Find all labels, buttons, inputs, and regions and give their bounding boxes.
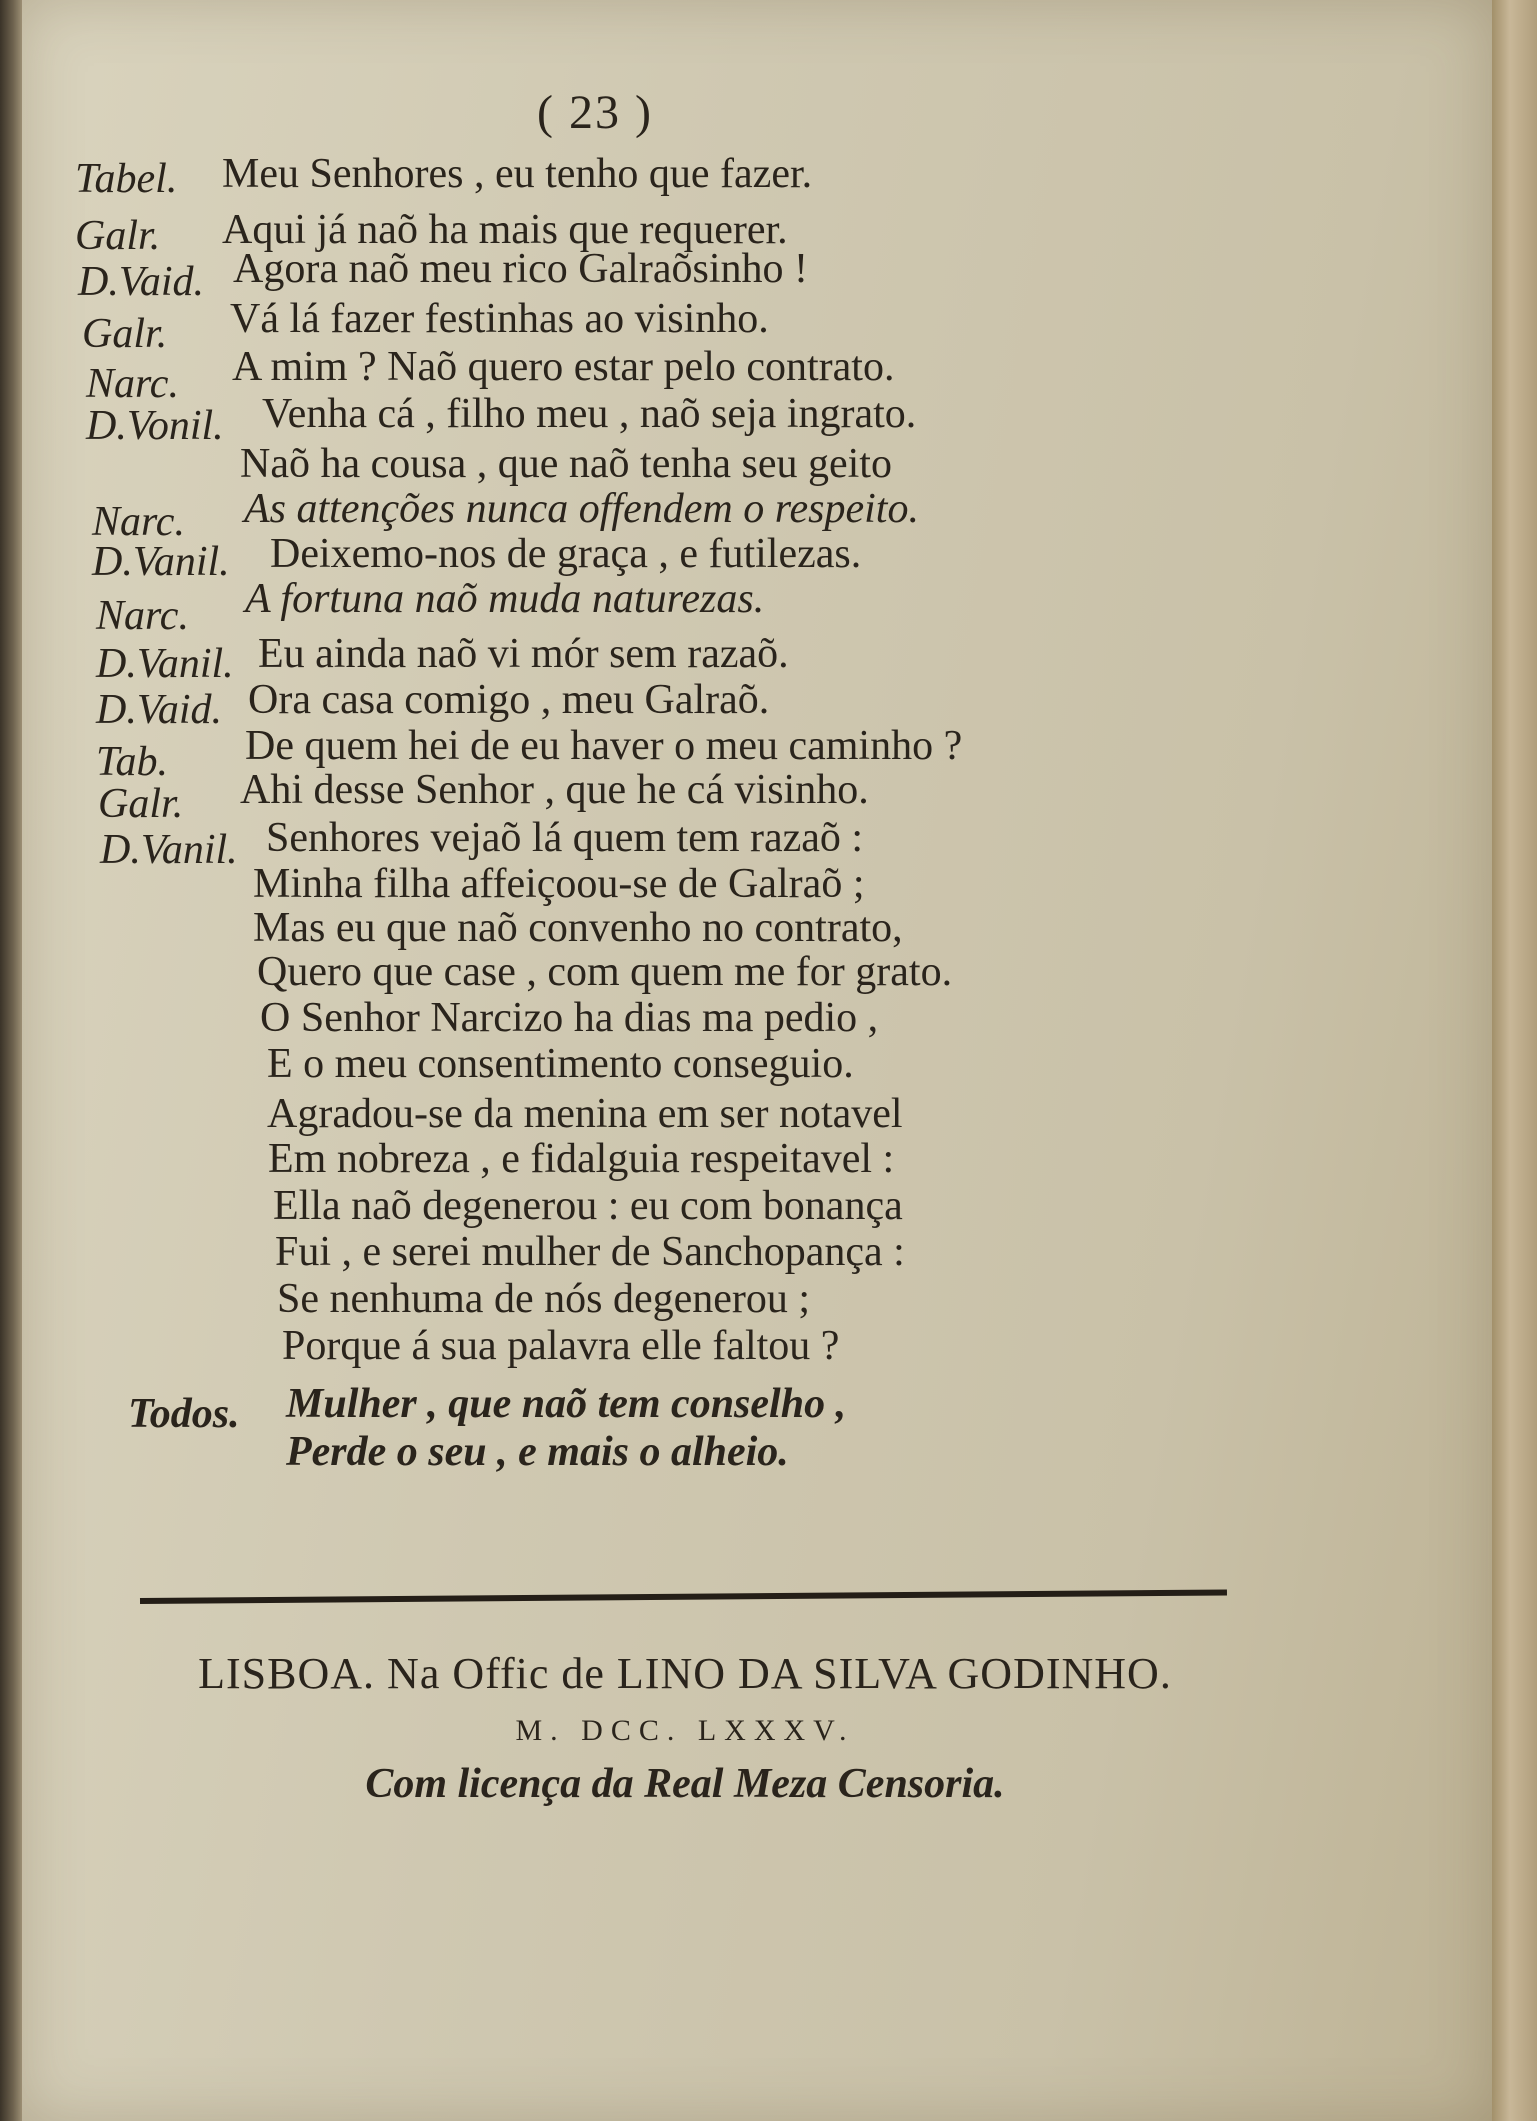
speaker-label: D.Vaid. [78,259,204,305]
imprint-license: Com licença da Real Meza Censoria. [365,1761,1005,1807]
speaker-label: Narc. [92,499,185,545]
speaker-label: Narc. [96,593,189,639]
page-edge [1492,0,1537,2121]
dialogue-line: Quero que case , com quem me for grato. [257,949,953,995]
dialogue-line: Mas eu que naõ convenho no contrato, [253,905,903,951]
dialogue-line: Fui , e serei mulher de Sanchopança : [275,1229,905,1275]
dialogue-line: A mim ? Naõ quero estar pelo contrato. [232,344,895,390]
dialogue-line: Mulher , que naõ tem conselho , [286,1381,847,1427]
dialogue-line: O Senhor Narcizo ha dias ma pedio , [260,995,879,1041]
speaker-label: D.Vonil. [86,403,224,449]
speaker-label: Narc. [86,361,179,407]
dialogue-line: Minha filha affeiçoou-se de Galraõ ; [253,861,865,907]
dialogue-line: Aqui já naõ ha mais que requerer. [222,207,788,253]
speaker-label: D.Vanil. [92,539,230,585]
dialogue-line: Ella naõ degenerou : eu com bonança [273,1183,903,1229]
imprint-printer: LISBOA. Na Offic de LINO DA SILVA GODINHO. [198,1649,1172,1698]
dialogue-line: Porque á sua palavra elle faltou ? [282,1323,840,1369]
dialogue-line: Senhores vejaõ lá quem tem razaõ : [266,815,864,861]
page-number: ( 23 ) [537,86,653,139]
speaker-label: Tabel. [75,156,178,202]
dialogue-line: Se nenhuma de nós degenerou ; [277,1276,811,1322]
speaker-label: Galr. [98,781,184,827]
speaker-label: Galr. [75,213,161,259]
dialogue-line: Meu Senhores , eu tenho que fazer. [222,151,813,197]
dialogue-line: Perde o seu , e mais o alheio. [286,1429,789,1475]
dialogue-line: De quem hei de eu haver o meu caminho ? [245,723,963,769]
dialogue-line: Ora casa comigo , meu Galraõ. [248,677,770,723]
speaker-label: D.Vanil. [96,641,234,687]
dialogue-line: Agora naõ meu rico Galraõsinho ! [233,246,808,292]
speaker-label: Tab. [96,739,169,785]
dialogue-line: A fortuna naõ muda naturezas. [245,576,765,622]
speaker-label: Galr. [82,311,168,357]
dialogue-line: As attenções nunca offendem o respeito. [244,486,919,532]
imprint-year: M. DCC. LXXXV. [515,1714,855,1747]
dialogue-line: Naõ ha cousa , que naõ tenha seu geito [240,441,892,487]
dialogue-line: Eu ainda naõ vi mór sem razaõ. [258,631,789,677]
dialogue-line: Deixemo-nos de graça , e futilezas. [270,531,862,577]
dialogue-line: Em nobreza , e fidalguia respeitavel : [268,1136,895,1182]
speaker-label: D.Vaid. [96,687,222,733]
speaker-label: Todos. [128,1391,240,1437]
dialogue-line: Agradou-se da menina em ser notavel [267,1091,903,1137]
dialogue-line: Vá lá fazer festinhas ao visinho. [230,296,769,342]
dialogue-line: E o meu consentimento conseguio. [267,1041,854,1087]
speaker-label: D.Vanil. [100,827,238,873]
dialogue-line: Ahi desse Senhor , que he cá visinho. [240,767,869,813]
dialogue-line: Venha cá , filho meu , naõ seja ingrato. [262,391,917,437]
